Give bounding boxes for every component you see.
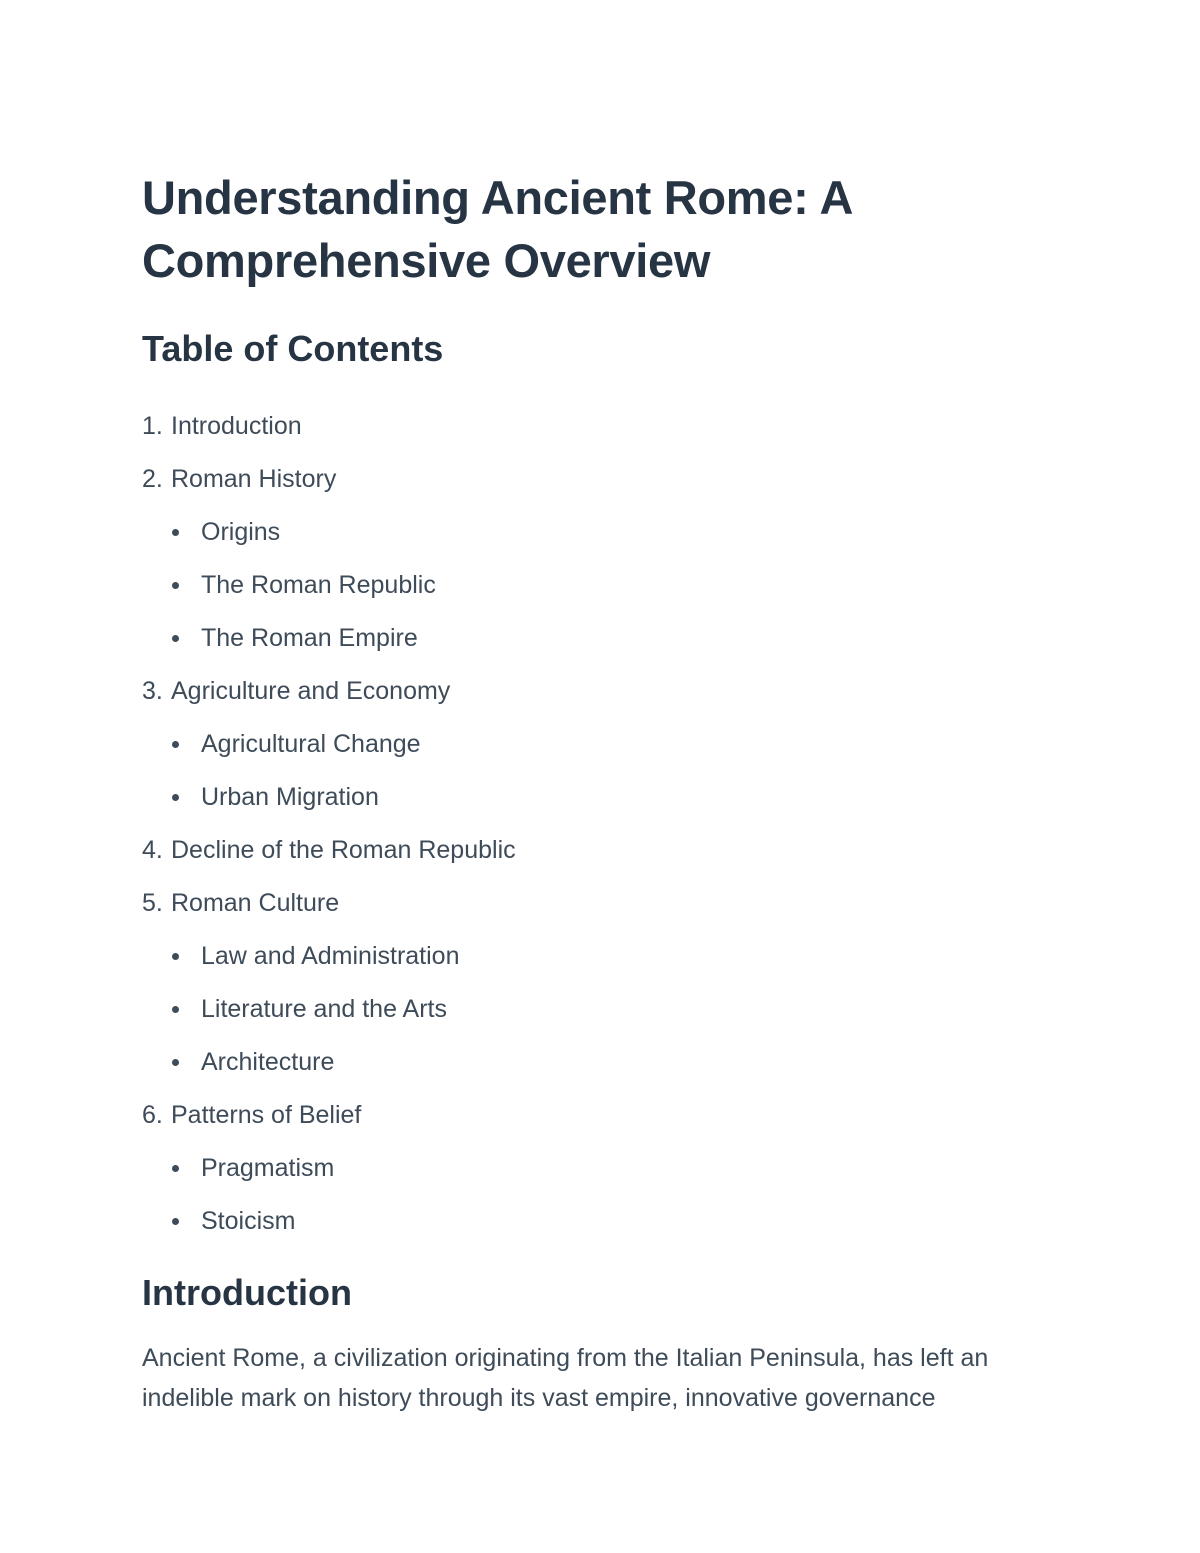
toc-subentry-label: Agricultural Change	[201, 730, 421, 758]
toc-entry-label: Decline of the Roman Republic	[171, 836, 516, 864]
toc-subentry[interactable]	[142, 612, 1072, 665]
toc-entry[interactable]	[142, 824, 1072, 877]
toc-item	[142, 824, 1072, 877]
toc-item	[142, 1089, 1072, 1248]
document-page	[142, 166, 1072, 1418]
introduction-paragraph: Ancient Rome, a civilization originating from the Italian Peninsula, has left an indelible mark on history through its vast empire, innovative governance	[142, 1344, 989, 1412]
toc-sublist	[142, 930, 1072, 1089]
toc-sublist	[142, 718, 1072, 824]
document-title: Understanding Ancient Rome: A Comprehensive Overview	[142, 171, 852, 287]
toc-subentry[interactable]	[142, 930, 1072, 983]
toc-item	[142, 665, 1072, 824]
bullet-icon	[172, 635, 179, 642]
introduction-heading: Introduction	[142, 1272, 352, 1313]
toc-entry-label: Introduction	[171, 412, 302, 440]
toc-subentry[interactable]	[142, 506, 1072, 559]
toc-entry-label: Patterns of Belief	[171, 1101, 362, 1129]
bullet-icon	[172, 582, 179, 589]
toc-entry-label: Roman History	[171, 465, 337, 493]
toc-subentry-label: Origins	[201, 518, 281, 546]
toc-subentry-label: Architecture	[201, 1048, 335, 1076]
toc-entry-label: Agriculture and Economy	[171, 677, 451, 705]
toc-subentry[interactable]	[142, 559, 1072, 612]
toc-entry-label: Roman Culture	[171, 889, 340, 917]
toc-entry[interactable]	[142, 877, 1072, 930]
bullet-icon	[172, 1059, 179, 1066]
bullet-icon	[172, 529, 179, 536]
bullet-icon	[172, 794, 179, 801]
toc-sublist	[142, 506, 1072, 665]
toc-subentry-label: Urban Migration	[201, 783, 379, 811]
bullet-icon	[172, 1218, 179, 1225]
toc-entry[interactable]	[142, 453, 1072, 506]
toc-entry-number: 3.	[142, 677, 163, 705]
bullet-icon	[172, 953, 179, 960]
toc-item	[142, 453, 1072, 665]
table-of-contents	[142, 400, 1072, 1248]
toc-entry[interactable]	[142, 400, 1072, 453]
toc-entry-number: 1.	[142, 412, 163, 440]
toc-entry[interactable]	[142, 1089, 1072, 1142]
toc-item	[142, 877, 1072, 1089]
toc-entry-number: 6.	[142, 1101, 163, 1129]
bullet-icon	[172, 741, 179, 748]
toc-sublist	[142, 1142, 1072, 1248]
bullet-icon	[172, 1165, 179, 1172]
toc-subentry[interactable]	[142, 1195, 1072, 1248]
toc-subentry[interactable]	[142, 1142, 1072, 1195]
toc-subentry-label: Pragmatism	[201, 1154, 335, 1182]
toc-subentry-label: Law and Administration	[201, 942, 460, 970]
toc-subentry-label: Stoicism	[201, 1207, 296, 1235]
toc-entry-number: 4.	[142, 836, 163, 864]
bullet-icon	[172, 1006, 179, 1013]
toc-subentry-label: The Roman Empire	[201, 624, 418, 652]
toc-subentry-label: The Roman Republic	[201, 571, 436, 599]
toc-heading: Table of Contents	[142, 328, 444, 369]
toc-entry-number: 5.	[142, 889, 163, 917]
toc-entry[interactable]	[142, 665, 1072, 718]
toc-subentry-label: Literature and the Arts	[201, 995, 447, 1023]
toc-entry-number: 2.	[142, 465, 163, 493]
toc-subentry[interactable]	[142, 718, 1072, 771]
toc-subentry[interactable]	[142, 771, 1072, 824]
toc-item	[142, 400, 1072, 453]
toc-subentry[interactable]	[142, 1036, 1072, 1089]
toc-subentry[interactable]	[142, 983, 1072, 1036]
